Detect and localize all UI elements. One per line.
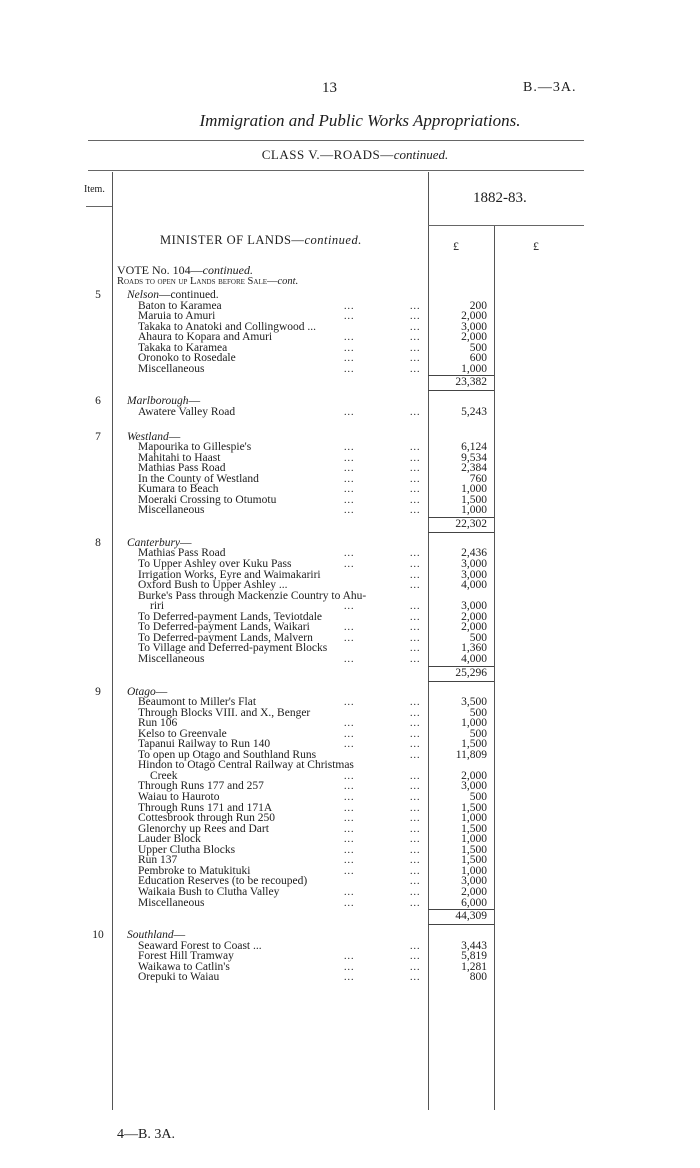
leader-dots: ... <box>344 601 355 613</box>
leader-dots: ... <box>344 442 355 454</box>
leader-dots: ... <box>410 739 421 751</box>
leader-dots: ... <box>344 342 355 354</box>
road-name: Run 137 <box>138 854 178 867</box>
leader-dots: ... <box>344 781 355 793</box>
table-row <box>0 406 700 419</box>
amount-value: 800 <box>469 971 487 984</box>
amount-value: 3,000 <box>461 568 487 581</box>
amount-value: 1,500 <box>461 801 487 814</box>
page-number: 13 <box>322 80 337 96</box>
leader-dots: ... <box>410 802 421 814</box>
leader-dots: ... <box>410 781 421 793</box>
leader-dots: ... <box>410 363 421 375</box>
amount-value: 2,000 <box>461 769 487 782</box>
class-heading <box>0 147 700 163</box>
leader-dots: ... <box>410 611 421 623</box>
vote-heading-text: VOTE No. 104— <box>117 263 203 277</box>
leader-dots: ... <box>344 632 355 644</box>
leader-dots: ... <box>410 494 421 506</box>
road-name: Baton to Karamea <box>138 299 222 312</box>
road-name: Miscellaneous <box>138 504 205 517</box>
road-name: To Deferred-payment Lands, Malvern <box>138 631 313 644</box>
road-name: Miscellaneous <box>138 896 205 909</box>
amount-value: 1,000 <box>461 504 487 517</box>
road-name: Burke's Pass through Mackenzie Country to Ahu- <box>138 589 367 602</box>
road-name: Awatere Valley Road <box>138 405 236 418</box>
leader-dots: ... <box>344 463 355 475</box>
amount-value: 3,000 <box>461 600 487 613</box>
road-name: Seaward Forest to Coast ... <box>138 939 262 952</box>
leader-dots: ... <box>410 484 421 496</box>
road-name: Creek <box>150 769 178 782</box>
amount-value: 1,500 <box>461 854 487 867</box>
leader-dots: ... <box>410 442 421 454</box>
leader-dots: ... <box>410 886 421 898</box>
amount-value: 1,000 <box>461 864 487 877</box>
leader-dots: ... <box>410 972 421 984</box>
leader-dots: ... <box>410 792 421 803</box>
leader-dots: ... <box>344 886 355 898</box>
subtotal-row <box>0 376 700 389</box>
leader-dots: ... <box>410 342 421 354</box>
minister-heading-text: MINISTER OF LANDS— <box>160 233 305 247</box>
currency-symbol-col2: £ <box>533 239 539 253</box>
region-label: Southland <box>127 929 174 942</box>
subtotal-value: 25,296 <box>455 666 487 679</box>
amount-value: 2,436 <box>461 547 487 560</box>
leader-dots: ... <box>344 813 355 825</box>
item-number: 6 <box>95 395 101 408</box>
road-name: Mathias Pass Road <box>138 547 226 560</box>
item-column-header: Item. <box>84 184 105 195</box>
year-column-header: 1882-83. <box>473 190 527 206</box>
leader-dots: ... <box>344 792 355 803</box>
subhead-text: Roads to open up Lands before Sale— <box>117 276 278 287</box>
item-header-rule <box>86 206 112 207</box>
leader-dots: ... <box>410 961 421 973</box>
leader-dots: ... <box>344 300 355 312</box>
road-name: Miscellaneous <box>138 362 205 375</box>
leader-dots: ... <box>344 823 355 835</box>
leader-dots: ... <box>344 311 355 323</box>
leader-dots: ... <box>410 897 421 909</box>
leader-dots: ... <box>344 718 355 730</box>
amount-value: 3,000 <box>461 320 487 333</box>
leader-dots: ... <box>344 653 355 665</box>
subtotal-rule <box>428 924 494 925</box>
road-name: Mahitahi to Haast <box>138 451 221 464</box>
leader-dots: ... <box>410 321 421 333</box>
road-name: Ahaura to Kopara and Amuri <box>138 331 273 344</box>
road-name: Upper Clutha Blocks <box>138 843 236 856</box>
amount-value: 1,000 <box>461 483 487 496</box>
leader-dots: ... <box>344 770 355 782</box>
road-name: Through Runs 177 and 257 <box>138 780 264 793</box>
road-name: Glenorchy up Rees and Dart <box>138 822 269 835</box>
leader-dots: ... <box>410 569 421 581</box>
road-name: Lauder Block <box>138 833 201 846</box>
leader-dots: ... <box>410 601 421 613</box>
road-name: Mapourika to Gillespie's <box>138 441 252 454</box>
leader-dots: ... <box>344 697 355 709</box>
road-name: Kumara to Beach <box>138 483 219 496</box>
road-name: Miscellaneous <box>138 652 205 665</box>
amount-value: 9,534 <box>461 451 487 464</box>
leader-dots: ... <box>344 951 355 963</box>
amount-value: 2,000 <box>461 885 487 898</box>
amount-value: 500 <box>469 706 487 719</box>
leader-dots: ... <box>344 728 355 740</box>
amount-value: 1,000 <box>461 812 487 825</box>
amount-value: 1,000 <box>461 717 487 730</box>
road-name: To open up Otago and Southland Runs <box>138 748 317 761</box>
leader-dots: ... <box>344 406 355 418</box>
road-name: Oxford Bush to Upper Ashley ... <box>138 579 288 592</box>
road-name: To Deferred-payment Lands, Teviotdale <box>138 610 323 623</box>
leader-dots: ... <box>344 834 355 846</box>
amount-value: 2,000 <box>461 610 487 623</box>
amount-value: 500 <box>469 631 487 644</box>
leader-dots: ... <box>344 897 355 909</box>
subhead-continued: cont. <box>277 276 299 287</box>
amount-value: 2,000 <box>461 310 487 323</box>
subtotal-rule <box>428 681 494 682</box>
leader-dots: ... <box>344 802 355 814</box>
road-name: Moeraki Crossing to Otumotu <box>138 493 277 506</box>
leader-dots: ... <box>344 484 355 496</box>
subtotal-rule <box>428 390 494 391</box>
road-name: Tapanui Railway to Run 140 <box>138 738 271 751</box>
region-suffix: —continued. <box>158 289 219 301</box>
leader-dots: ... <box>410 844 421 856</box>
leader-dots: ... <box>344 363 355 375</box>
item-number: 5 <box>95 289 101 301</box>
amount-value: 1,360 <box>461 642 487 655</box>
amount-value: 2,384 <box>461 462 487 475</box>
road-name: Hindon to Otago Central Railway at Christmas <box>138 759 354 772</box>
item-number: 9 <box>95 685 101 698</box>
leader-dots: ... <box>410 580 421 592</box>
subtotal-value: 44,309 <box>455 910 487 923</box>
leader-dots: ... <box>410 473 421 485</box>
leader-dots: ... <box>410 697 421 709</box>
leader-dots: ... <box>410 653 421 665</box>
amount-value: 500 <box>469 341 487 354</box>
road-name: Irrigation Works, Eyre and Waimakariri <box>138 568 321 581</box>
item-number: 10 <box>92 929 104 942</box>
leader-dots: ... <box>410 505 421 517</box>
amount-value: 4,000 <box>461 652 487 665</box>
leader-dots: ... <box>410 463 421 475</box>
road-name: Forest Hill Tramway <box>138 950 234 963</box>
page-title: Immigration and Public Works Appropriations. <box>199 111 521 130</box>
table-row <box>0 504 700 517</box>
leader-dots: ... <box>344 452 355 464</box>
leader-dots: ... <box>410 823 421 835</box>
leader-dots: ... <box>344 559 355 570</box>
region-suffix: — <box>180 536 192 549</box>
leader-dots: ... <box>410 876 421 888</box>
vote-heading-continued: continued. <box>202 263 253 277</box>
amount-value: 1,281 <box>461 960 487 973</box>
leader-dots: ... <box>344 855 355 867</box>
road-name: Cottesbrook through Run 250 <box>138 812 276 825</box>
leader-dots: ... <box>410 632 421 644</box>
amount-value: 2,000 <box>461 621 487 634</box>
leader-dots: ... <box>410 406 421 418</box>
leader-dots: ... <box>344 961 355 973</box>
table-row <box>0 653 700 666</box>
amount-value: 5,819 <box>461 950 487 963</box>
subhead <box>117 276 298 287</box>
region-suffix: — <box>168 430 181 443</box>
road-name: In the County of Westland <box>138 472 259 485</box>
leader-dots: ... <box>410 865 421 877</box>
leader-dots: ... <box>410 622 421 634</box>
region-suffix: — <box>173 929 186 942</box>
leader-dots: ... <box>410 770 421 782</box>
leader-dots: ... <box>344 332 355 344</box>
leader-dots: ... <box>410 749 421 761</box>
road-name: Waikaia Bush to Clutha Valley <box>138 885 280 898</box>
region-suffix: — <box>188 395 201 408</box>
amount-value: 6,000 <box>461 896 487 909</box>
leader-dots: ... <box>344 844 355 856</box>
road-name: To Deferred-payment Lands, Waikari <box>138 621 310 634</box>
amount-value: 760 <box>469 472 487 485</box>
amount-value: 3,500 <box>461 696 487 709</box>
road-name: Beaumont to Miller's Flat <box>138 696 257 709</box>
leader-dots: ... <box>410 643 421 655</box>
leader-dots: ... <box>410 300 421 312</box>
leader-dots: ... <box>344 622 355 634</box>
subtotal-value: 22,302 <box>455 517 487 530</box>
road-name: Mathias Pass Road <box>138 462 226 475</box>
region-suffix: — <box>155 685 168 698</box>
table-row <box>0 897 700 910</box>
amount-value: 11,809 <box>455 748 487 761</box>
amount-value: 500 <box>469 727 487 740</box>
leader-dots: ... <box>410 452 421 464</box>
leader-dots: ... <box>410 559 421 570</box>
road-name: Waiau to Hauroto <box>138 791 220 803</box>
road-name: riri <box>150 600 165 613</box>
amount-value: 1,000 <box>461 833 487 846</box>
road-name: Through Blocks VIII. and X., Benger <box>138 706 311 719</box>
amount-value: 500 <box>469 791 487 803</box>
amount-value: 1,000 <box>461 362 487 375</box>
item-number: 8 <box>95 536 101 549</box>
leader-dots: ... <box>410 813 421 825</box>
subtotal-row <box>0 667 700 680</box>
table-row <box>0 363 700 376</box>
amount-value: 3,000 <box>461 780 487 793</box>
minister-heading-continued: continued. <box>304 233 362 247</box>
leader-dots: ... <box>344 494 355 506</box>
amount-value: 3,000 <box>461 875 487 888</box>
table-row <box>0 971 700 984</box>
leader-dots: ... <box>410 940 421 952</box>
signature-mark: 4—B. 3A. <box>117 1127 175 1142</box>
leader-dots: ... <box>410 332 421 344</box>
region-label: Westland <box>127 430 169 443</box>
leader-dots: ... <box>344 473 355 485</box>
leader-dots: ... <box>410 707 421 719</box>
leader-dots: ... <box>344 505 355 517</box>
road-name: Pembroke to Matukituki <box>138 864 251 877</box>
amount-value: 3,000 <box>461 558 487 570</box>
leader-dots: ... <box>410 353 421 365</box>
road-name: Kelso to Greenvale <box>138 727 227 740</box>
leader-dots: ... <box>410 718 421 730</box>
leader-dots: ... <box>410 834 421 846</box>
currency-symbol-col1: £ <box>453 239 459 253</box>
region-label: Nelson <box>127 289 159 301</box>
amount-value: 600 <box>469 352 487 365</box>
region-label: Canterbury <box>127 536 181 549</box>
road-name: To Upper Ashley over Kuku Pass <box>138 558 292 570</box>
region-label: Marlborough <box>127 395 189 408</box>
leader-dots: ... <box>410 728 421 740</box>
title-rule <box>88 140 584 141</box>
amount-value: 2,000 <box>461 331 487 344</box>
leader-dots: ... <box>410 951 421 963</box>
table-top-rule <box>88 170 584 171</box>
leader-dots: ... <box>344 865 355 877</box>
region-label: Otago <box>127 685 156 698</box>
road-name: Takaka to Karamea <box>138 341 228 354</box>
road-name: Takaka to Anatoki and Collingwood ... <box>138 320 317 333</box>
leader-dots: ... <box>410 548 421 560</box>
document-reference: B.—3A. <box>523 80 577 95</box>
class-heading-continued: continued. <box>393 147 449 162</box>
amount-value: 1,500 <box>461 738 487 751</box>
leader-dots: ... <box>344 353 355 365</box>
subtotal-value: 23,382 <box>455 376 487 389</box>
leader-dots: ... <box>410 855 421 867</box>
item-number: 7 <box>95 430 101 443</box>
road-name: Orepuki to Waiau <box>138 971 220 984</box>
amount-value: 5,243 <box>461 405 487 418</box>
road-name: Education Reserves (to be recouped) <box>138 875 308 888</box>
amount-value: 1,500 <box>461 822 487 835</box>
class-heading-text: CLASS V.—ROADS— <box>261 147 394 162</box>
road-name: Maruia to Amuri <box>138 310 216 323</box>
amount-value: 6,124 <box>461 441 487 454</box>
year-header-rule <box>428 225 584 226</box>
road-name: Waikawa to Catlin's <box>138 960 230 973</box>
amount-value: 1,500 <box>461 493 487 506</box>
road-name: Oronoko to Rosedale <box>138 352 236 365</box>
subtotal-row <box>0 910 700 923</box>
leader-dots: ... <box>410 311 421 323</box>
amount-value: 3,443 <box>461 939 487 952</box>
leader-dots: ... <box>344 739 355 751</box>
amount-value: 200 <box>469 299 487 312</box>
leader-dots: ... <box>344 972 355 984</box>
subtotal-rule <box>428 532 494 533</box>
road-name: To Village and Deferred-payment Blocks <box>138 642 328 655</box>
road-name: Through Runs 171 and 171A <box>138 801 273 814</box>
road-name: Run 106 <box>138 717 178 730</box>
minister-heading <box>160 233 362 248</box>
subtotal-row <box>0 518 700 531</box>
amount-value: 1,500 <box>461 843 487 856</box>
amount-value: 4,000 <box>461 579 487 592</box>
leader-dots: ... <box>344 548 355 560</box>
